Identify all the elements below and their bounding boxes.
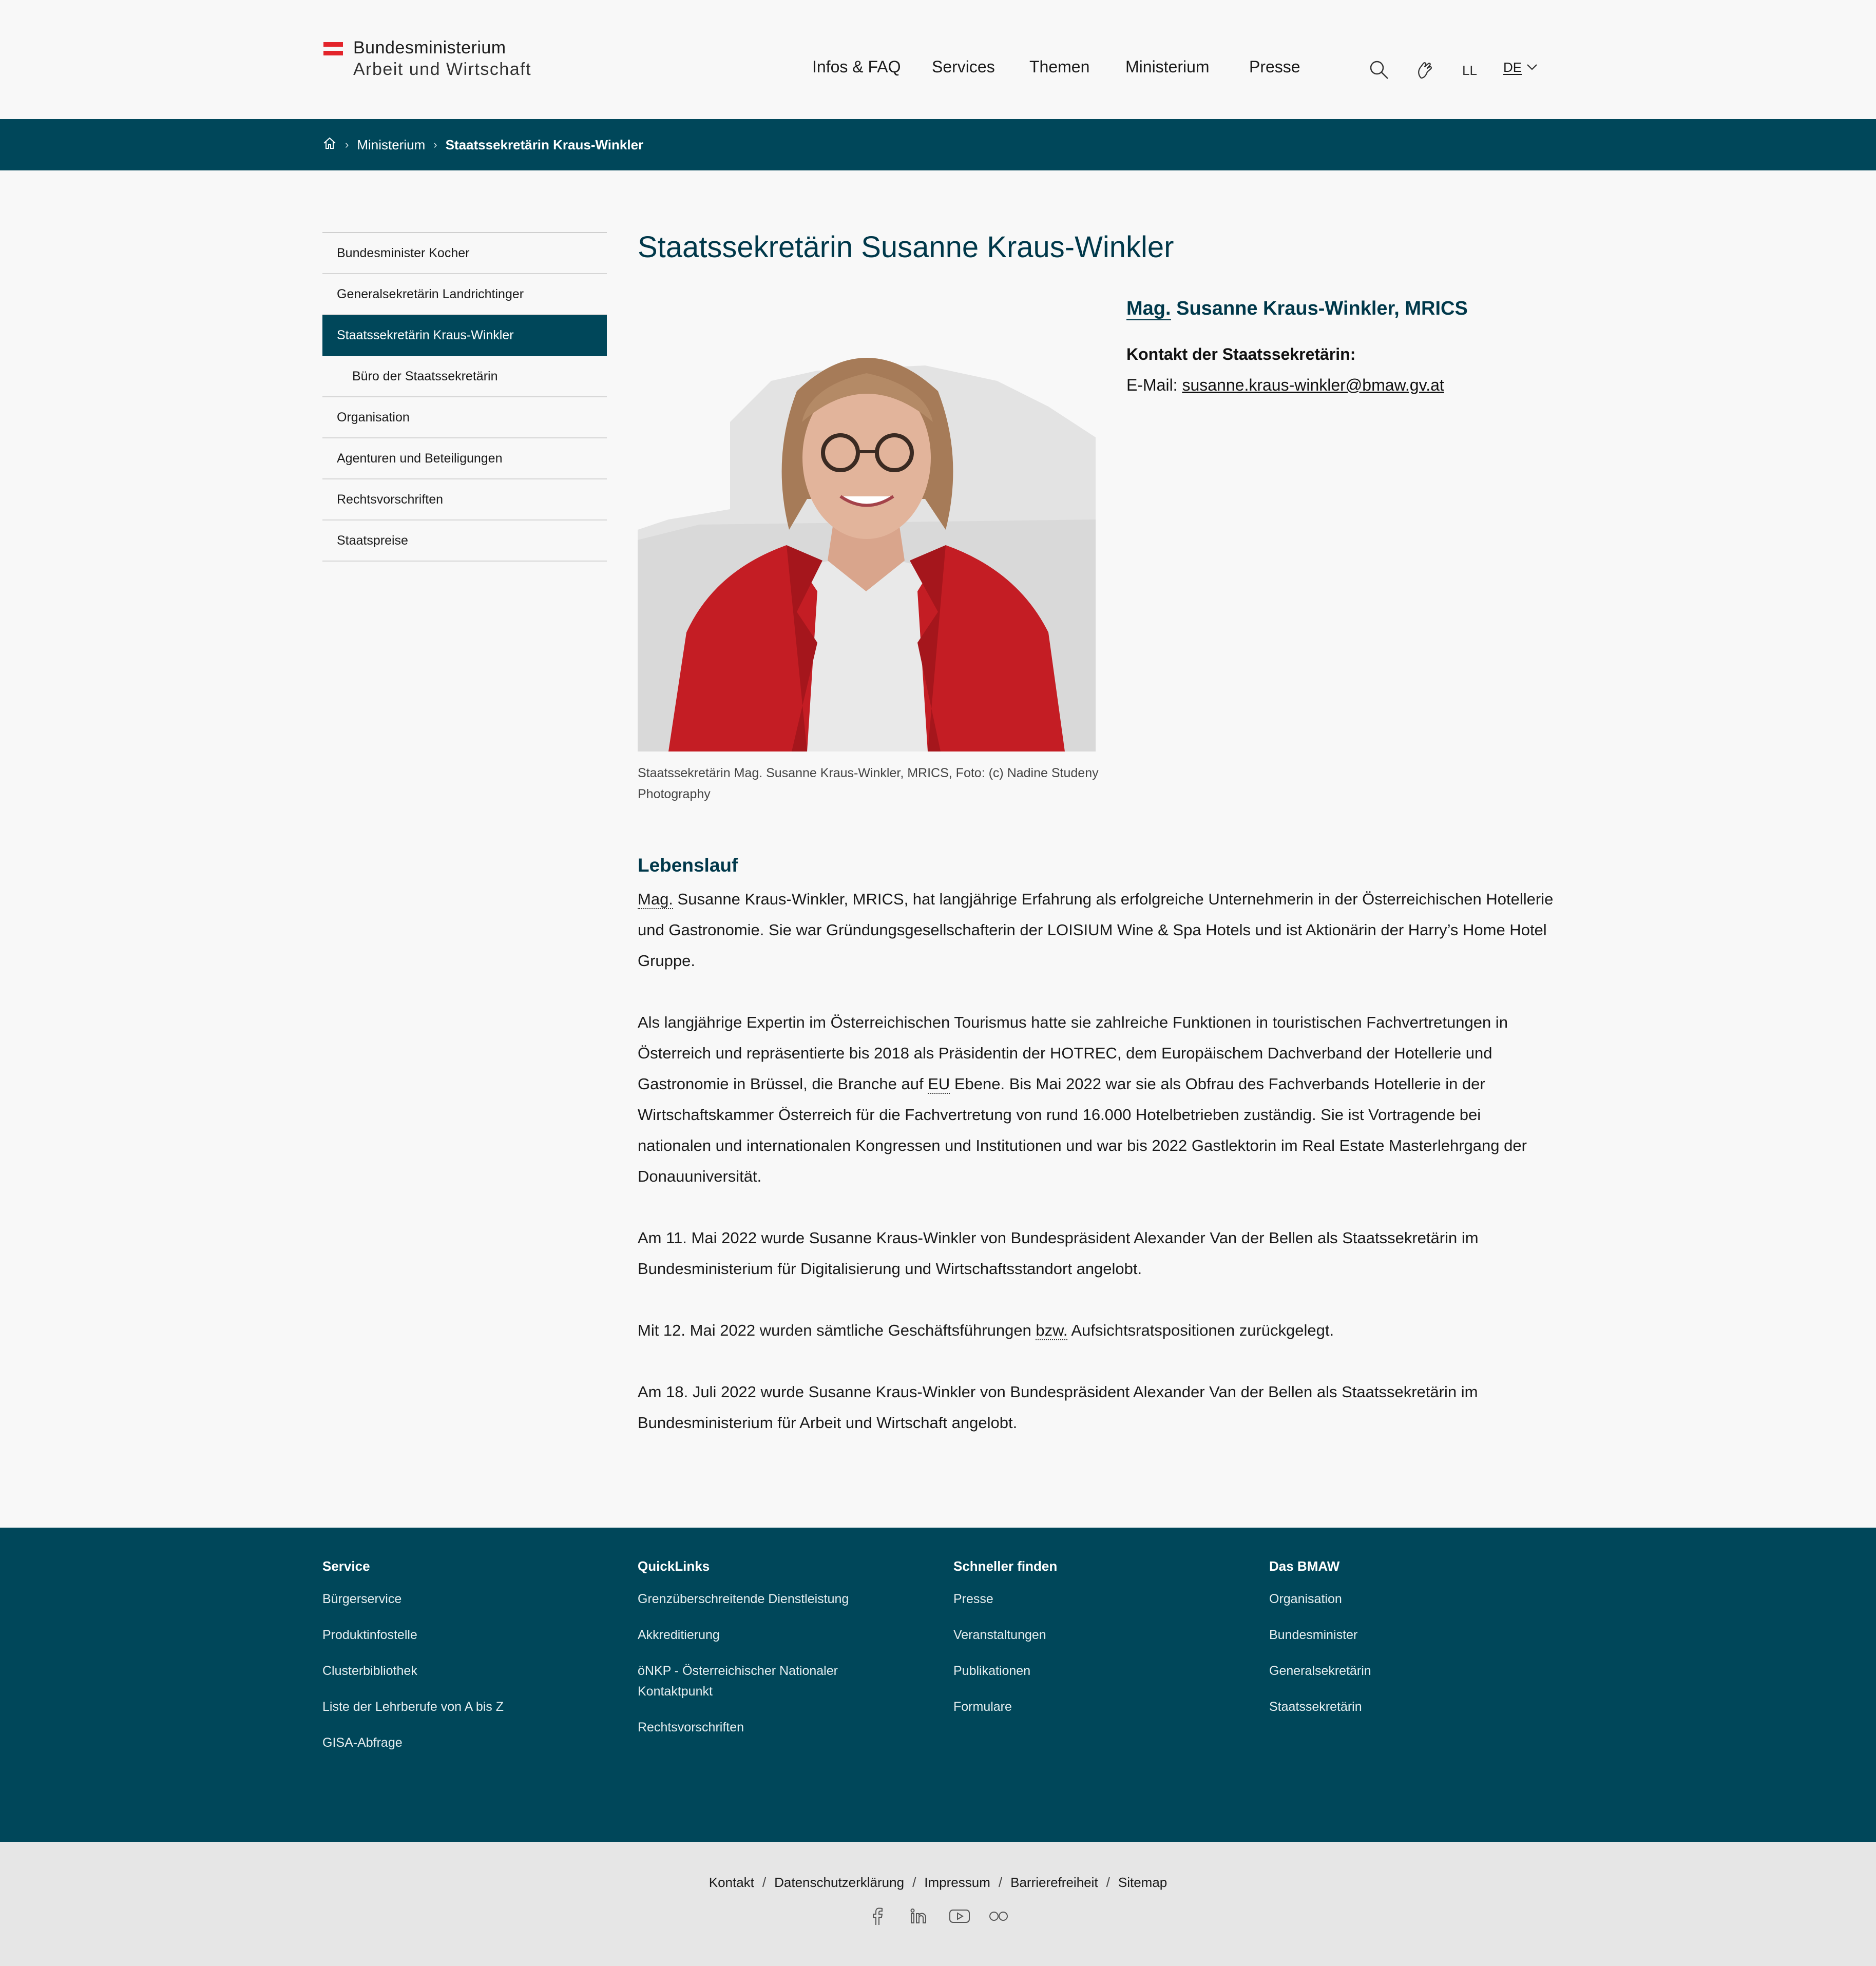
ministry-logo[interactable] [322,38,548,84]
legal-separator: / [912,1875,916,1890]
footer-link[interactable]: Formulare [953,1700,1012,1714]
austria-flag-icon [323,42,343,55]
sidebar-item-agenturen[interactable]: Agenturen und Beteiligungen [322,438,607,479]
legal-links [0,1875,1876,1891]
home-icon[interactable] [322,136,337,154]
footer-column-title: QuickLinks [638,1558,710,1574]
footer-column-das-bmaw [1269,1558,1557,1732]
contact-heading: Kontakt der Staatssekretärin: [1126,345,1356,363]
legal-separator: / [998,1875,1003,1890]
nav-infos-faq[interactable]: Infos & FAQ [812,57,901,76]
footer-link[interactable]: Publikationen [953,1664,1031,1678]
person-name-text: Susanne Kraus-Winkler, MRICS [1171,298,1468,319]
cv-heading: Lebenslauf [638,854,738,876]
bio-text: Mit 12. Mai 2022 wurden sämtliche Geschäftsführungen [638,1321,1036,1339]
nav-ministerium[interactable]: Ministerium [1125,57,1210,76]
footer-column-title: Schneller finden [953,1558,1058,1574]
person-name [1126,298,1468,320]
nav-themen[interactable]: Themen [1029,57,1090,76]
page-title: Staatssekretärin Susanne Kraus-Winkler [638,230,1174,264]
breadcrumb [322,119,643,170]
biography-text [638,884,1557,1469]
sidebar-item-buero[interactable]: Büro der Staatssekretärin [322,356,607,397]
linkedin-icon[interactable] [910,1907,927,1928]
breadcrumb-ministerium[interactable]: Ministerium [357,137,426,152]
logo-line-1: Bundesministerium [353,38,506,57]
sidebar-item-rechtsvorschriften[interactable]: Rechtsvorschriften [322,479,607,521]
footer-link[interactable]: Bundesminister [1269,1628,1358,1642]
bio-text: Aufsichtsratspositionen zurückgelegt. [1067,1321,1334,1339]
legal-link-datenschutz[interactable]: Datenschutzerklärung [774,1875,905,1890]
breadcrumb-separator-icon: › [433,138,437,151]
footer-link[interactable]: Rechtsvorschriften [638,1720,744,1734]
footer-column-title: Service [322,1558,370,1574]
legal-separator: / [1106,1875,1110,1890]
sidebar-item-staatssekretaerin[interactable]: Staatssekretärin Kraus-Winkler [322,315,607,356]
footer-link[interactable]: Organisation [1269,1592,1342,1606]
footer-link[interactable]: Veranstaltungen [953,1628,1046,1642]
footer-link[interactable]: Bürgerservice [322,1592,402,1606]
footer-link[interactable]: Produktinfostelle [322,1628,417,1642]
abbreviation-eu[interactable]: EU [928,1075,950,1093]
breadcrumb-current: Staatssekretärin Kraus-Winkler [445,137,644,152]
footer-link[interactable]: Staatssekretärin [1269,1700,1362,1714]
sidebar-item-organisation[interactable]: Organisation [322,397,607,438]
legal-footer [0,1842,1876,1966]
nav-presse[interactable]: Presse [1249,57,1300,76]
bio-paragraph-5: Am 18. Juli 2022 wurde Susanne Kraus-Winkler von Bundespräsident Alexander Van der Bellen als Staatssekretärin im Bundesministerium für Arbeit und Wirtschaft angelobt. [638,1383,1478,1432]
footer-link[interactable]: Liste der Lehrberufe von A bis Z [322,1700,504,1714]
sidebar-item-bundesminister-kocher[interactable]: Bundesminister Kocher [322,233,607,274]
footer-link[interactable]: öNKP - Österreichischer Nationaler Kontaktpunkt [638,1664,838,1699]
sidebar-item-staatspreise[interactable]: Staatspreise [322,521,607,562]
language-selector[interactable]: DE [1503,60,1522,75]
bio-text: Susanne Kraus-Winkler, MRICS, hat langjährige Erfahrung als erfolgreiche Unternehmerin in der Österreichischen Hotellerie und Gastronomie. Sie war Gründungsgesellschafterin der LOISIUM Wine & Spa Hotels und ist Aktionärin der Harry’s Home Hotel Gruppe. [638,890,1554,970]
abbreviation-mag[interactable]: Mag. [638,890,673,908]
legal-link-barrierefreiheit[interactable]: Barrierefreiheit [1010,1875,1098,1890]
legal-link-impressum[interactable]: Impressum [924,1875,990,1890]
footer-link[interactable]: GISA-Abfrage [322,1736,403,1750]
footer-link[interactable]: Clusterbibliothek [322,1664,417,1678]
bio-paragraph-2 [638,1007,1557,1192]
youtube-icon[interactable] [949,1907,970,1928]
search-icon[interactable] [1369,60,1389,83]
chevron-down-icon[interactable] [1526,64,1538,73]
facebook-icon[interactable] [870,1907,885,1929]
contact-email-row [1126,376,1444,395]
bio-text: Ebene. Bis Mai 2022 war sie als Obfrau des Fachverbands Hotellerie in der Wirtschaftskammer Österreich für die Fachvertretung von rund 16.000 Hotelbetrieben zuständig. Sie ist Vortragende bei nationalen und internationalen Kongressen und Institutionen und war bis 2022 Gastlektorin im Real Estate Masterlehrgang der Donauuniversität. [638,1075,1527,1185]
footer-column-title: Das BMAW [1269,1558,1340,1574]
site-footer [0,1528,1876,1842]
footer-link[interactable]: Akkreditierung [638,1628,720,1642]
breadcrumb-separator-icon: › [345,138,349,151]
footer-link[interactable]: Generalsekretärin [1269,1664,1371,1678]
social-links [868,1907,1011,1928]
legal-link-sitemap[interactable]: Sitemap [1118,1875,1167,1890]
nav-services[interactable]: Services [932,57,995,76]
site-header [0,0,1876,119]
footer-link[interactable]: Presse [953,1592,993,1606]
sidebar-item-generalsekretaerin[interactable]: Generalsekretärin Landrichtinger [322,274,607,315]
footer-column-quicklinks [638,1558,925,1753]
abbreviation-mag[interactable]: Mag. [1126,298,1171,319]
legal-separator: / [762,1875,767,1890]
bio-paragraph-1 [638,884,1557,976]
portrait-photo [638,304,1096,751]
breadcrumb-bar [0,119,1876,170]
footer-column-service [322,1558,610,1768]
email-link[interactable]: susanne.kraus-winkler@bmaw.gv.at [1182,376,1444,394]
logo-line-2: Arbeit und Wirtschaft [353,60,532,79]
legal-link-kontakt[interactable]: Kontakt [709,1875,754,1890]
email-label: E-Mail: [1126,376,1182,394]
footer-column-schneller-finden [953,1558,1241,1732]
flickr-icon[interactable] [988,1907,1009,1928]
sidebar-navigation [322,232,607,562]
bio-paragraph-3: Am 11. Mai 2022 wurde Susanne Kraus-Winkler von Bundespräsident Alexander Van der Bellen als Staatssekretärin im Bundesministerium für Digitalisierung und Wirtschaftsstandort angelobt. [638,1229,1479,1278]
abbreviation-bzw[interactable]: bzw. [1036,1321,1068,1339]
footer-link[interactable]: Grenzüberschreitende Dienstleistung [638,1592,849,1606]
photo-caption: Staatssekretärin Mag. Susanne Kraus-Winkler, MRICS, Foto: (c) Nadine Studeny Photography [638,766,1099,801]
sign-language-icon[interactable] [1415,60,1434,83]
bio-paragraph-4 [638,1315,1557,1346]
bio-text: Als langjährige Expertin im Österreichischen Tourismus hatte sie zahlreiche Funktionen in touristischen Fachvertretungen in Österreich und repräsentierte bis 2018 als Präsidentin der HOTREC, dem Europäischem Dachverband der Hotellerie und Gastronomie in Brüssel, die Branche auf [638,1013,1508,1093]
easy-language-link[interactable]: LL [1462,63,1477,78]
